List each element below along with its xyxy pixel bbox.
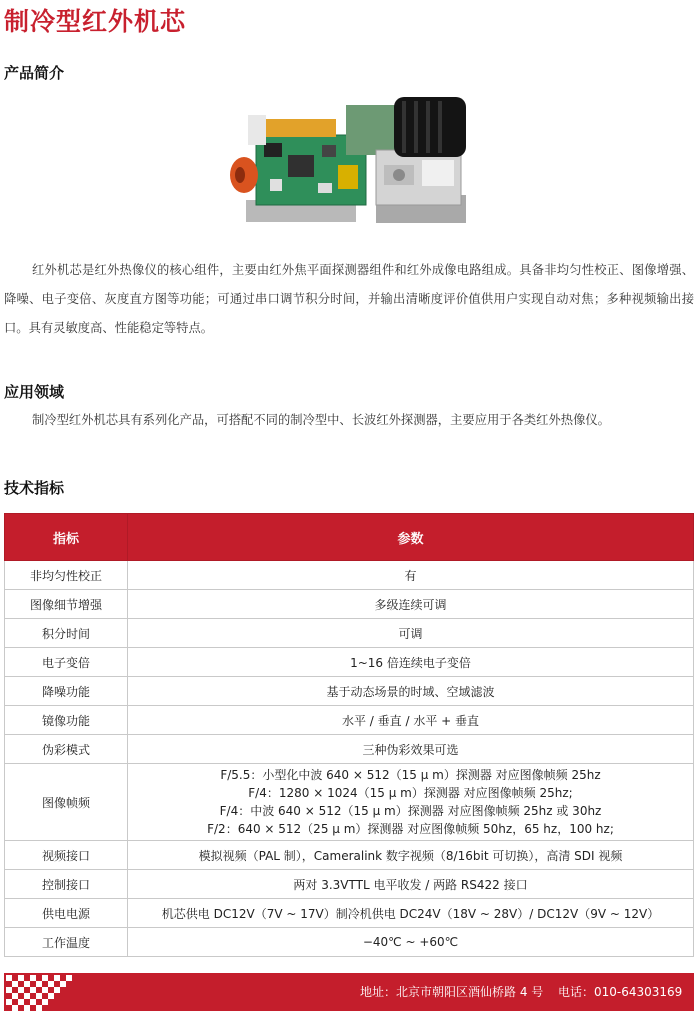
spec-value: −40℃ ~ +60℃ (128, 928, 694, 957)
table-row (5, 619, 694, 648)
spec-value: 多级连续可调 (128, 590, 694, 619)
spec-label: 控制接口 (5, 870, 128, 899)
footer-bar (4, 973, 694, 1011)
application-heading: 应用领域 (4, 383, 65, 401)
table-row (5, 841, 694, 870)
spec-value: 机芯供电 DC12V（7V ~ 17V）制冷机供电 DC24V（18V ~ 28V）/ DC12V（9V ~ 12V） (128, 899, 694, 928)
spec-label: 伪彩模式 (5, 735, 128, 764)
spec-label: 镜像功能 (5, 706, 128, 735)
col-header-label: 指标 (5, 514, 128, 561)
spec-value: 两对 3.3VTTL 电平收发 / 两路 RS422 接口 (128, 870, 694, 899)
spec-value: 1~16 倍连续电子变倍 (128, 648, 694, 677)
spec-label: 供电电源 (5, 899, 128, 928)
table-row (5, 648, 694, 677)
spec-value: 基于动态场景的时域、空域滤波 (128, 677, 694, 706)
spec-label: 降噪功能 (5, 677, 128, 706)
frame-rate-line: F/2：640 × 512（25 μ m）探测器 对应图像帧频 50hz，65 hz，100 hz; (207, 822, 614, 836)
spec-label: 视频接口 (5, 841, 128, 870)
table-row (5, 735, 694, 764)
spec-label: 非均匀性校正 (5, 561, 128, 590)
spec-label: 图像细节增强 (5, 590, 128, 619)
spec-value-multiline (128, 764, 694, 841)
spec-value: 有 (128, 561, 694, 590)
spec-label: 图像帧频 (5, 764, 128, 841)
footer-phone: 电话：010-64303169 (558, 985, 683, 999)
table-row (5, 590, 694, 619)
table-row (5, 764, 694, 841)
spec-label: 工作温度 (5, 928, 128, 957)
intro-paragraph: 红外机芯是红外热像仪的核心组件，主要由红外焦平面探测器组件和红外成像电路组成。具备非均匀性校正、图像增强、降噪、电子变倍、灰度直方图等功能；可通过串口调节积分时间，并输出清晰度评价值供用户实现自动对焦；多种视频输出接口。具有灵敏度高、性能稳定等特点。 (4, 263, 694, 335)
col-header-value: 参数 (128, 514, 694, 561)
spec-label: 积分时间 (5, 619, 128, 648)
footer-address: 地址：北京市朝阳区酒仙桥路 4 号 (360, 985, 544, 999)
frame-rate-line: F/5.5：小型化中波 640 × 512（15 μ m）探测器 对应图像帧频 25hz (220, 768, 601, 782)
page-title: 制冷型红外机芯 (4, 7, 187, 36)
spec-value: 可调 (128, 619, 694, 648)
application-paragraph: 制冷型红外机芯具有系列化产品，可搭配不同的制冷型中、长波红外探测器，主要应用于各类红外热像仪。 (32, 413, 610, 427)
table-row (5, 928, 694, 957)
checker-pattern-icon (4, 973, 76, 1011)
table-row (5, 561, 694, 590)
table-row (5, 677, 694, 706)
table-row (5, 706, 694, 735)
spec-label: 电子变倍 (5, 648, 128, 677)
intro-heading: 产品简介 (4, 64, 65, 82)
table-row (5, 870, 694, 899)
product-photo (226, 95, 472, 230)
spec-value: 模拟视频（PAL 制），Cameralink 数字视频（8/16bit 可切换），高清 SDI 视频 (128, 841, 694, 870)
specs-heading: 技术指标 (4, 479, 65, 497)
table-row (5, 899, 694, 928)
frame-rate-line: F/4：中波 640 × 512（15 μ m）探测器 对应图像帧频 25hz 或 30hz (219, 804, 602, 818)
frame-rate-line: F/4：1280 × 1024（15 μ m）探测器 对应图像帧频 25hz; (248, 786, 573, 800)
spec-table-header (5, 514, 694, 561)
spec-value: 三种伪彩效果可选 (128, 735, 694, 764)
spec-table (4, 513, 694, 957)
spec-value: 水平 / 垂直 / 水平 + 垂直 (128, 706, 694, 735)
